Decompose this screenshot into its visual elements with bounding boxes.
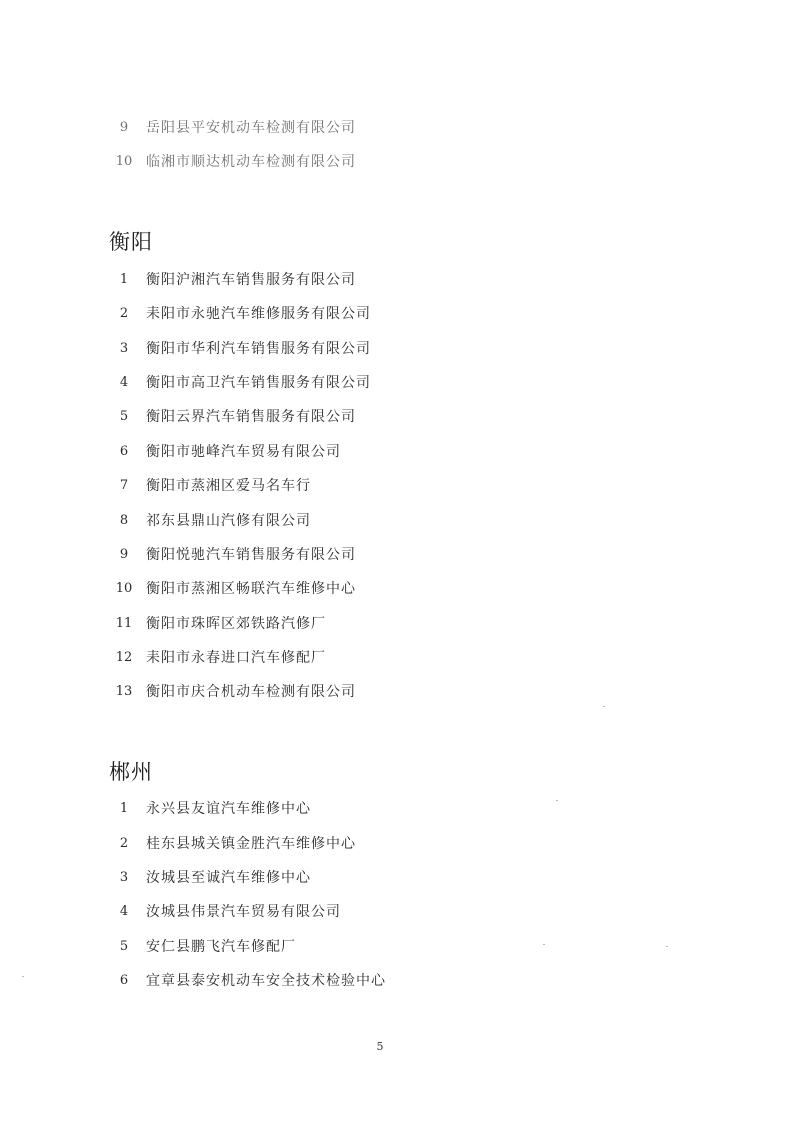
item-number: 2 (119, 836, 129, 851)
item-number: 7 (119, 478, 129, 493)
item-number: 11 (115, 616, 133, 631)
section-heading-hengyang: 衡阳 (109, 230, 153, 254)
item-number: 3 (119, 341, 129, 356)
item-number: 5 (119, 939, 129, 954)
item-number: 1 (119, 801, 129, 816)
item-number: 9 (119, 547, 129, 562)
item-number: 6 (119, 444, 129, 459)
company-name: 临湘市顺达机动车检测有限公司 (146, 154, 356, 170)
item-number: 4 (119, 375, 129, 390)
section-heading-chenzhou: 郴州 (109, 760, 153, 784)
scan-speck (603, 706, 605, 707)
item-number: 13 (115, 684, 133, 699)
company-name: 衡阳市蒸湘区畅联汽车维修中心 (146, 581, 356, 597)
company-name: 衡阳悦驰汽车销售服务有限公司 (146, 547, 356, 563)
company-name: 衡阳市蒸湘区爱马名车行 (146, 478, 311, 494)
company-name: 安仁县鹏飞汽车修配厂 (146, 939, 296, 955)
company-name: 宜章县泰安机动车安全技术检验中心 (146, 973, 386, 989)
company-name: 衡阳市驰峰汽车贸易有限公司 (146, 444, 341, 460)
company-name: 衡阳市高卫汽车销售服务有限公司 (146, 375, 371, 391)
scan-speck (666, 946, 668, 947)
company-name: 衡阳市珠晖区郊铁路汽修厂 (146, 616, 326, 632)
company-name: 衡阳市庆合机动车检测有限公司 (146, 684, 356, 700)
item-number: 5 (119, 409, 129, 424)
company-name: 耒阳市永春进口汽车修配厂 (146, 650, 326, 666)
item-number: 2 (119, 306, 129, 321)
item-number: 9 (119, 120, 129, 135)
company-name: 永兴县友谊汽车维修中心 (146, 801, 311, 817)
company-name: 耒阳市永驰汽车维修服务有限公司 (146, 306, 371, 322)
item-number: 10 (115, 154, 133, 169)
company-name: 汝城县至诚汽车维修中心 (146, 870, 311, 886)
item-number: 12 (115, 650, 133, 665)
company-name: 衡阳云界汽车销售服务有限公司 (146, 409, 356, 425)
scan-speck (22, 976, 24, 977)
item-number: 10 (115, 581, 133, 596)
scan-speck (556, 800, 558, 801)
item-number: 6 (119, 973, 129, 988)
item-number: 3 (119, 870, 129, 885)
item-number: 1 (119, 272, 129, 287)
item-number: 8 (119, 513, 129, 528)
company-name: 岳阳县平安机动车检测有限公司 (146, 120, 356, 136)
company-name: 衡阳沪湘汽车销售服务有限公司 (146, 272, 356, 288)
company-name: 祁东县鼎山汽修有限公司 (146, 513, 311, 529)
company-name: 桂东县城关镇金胜汽车维修中心 (146, 836, 356, 852)
scan-speck (543, 944, 545, 945)
company-name: 衡阳市华利汽车销售服务有限公司 (146, 341, 371, 357)
company-name: 汝城县伟景汽车贸易有限公司 (146, 904, 341, 920)
item-number: 4 (119, 904, 129, 919)
page-number: 5 (376, 1040, 384, 1053)
